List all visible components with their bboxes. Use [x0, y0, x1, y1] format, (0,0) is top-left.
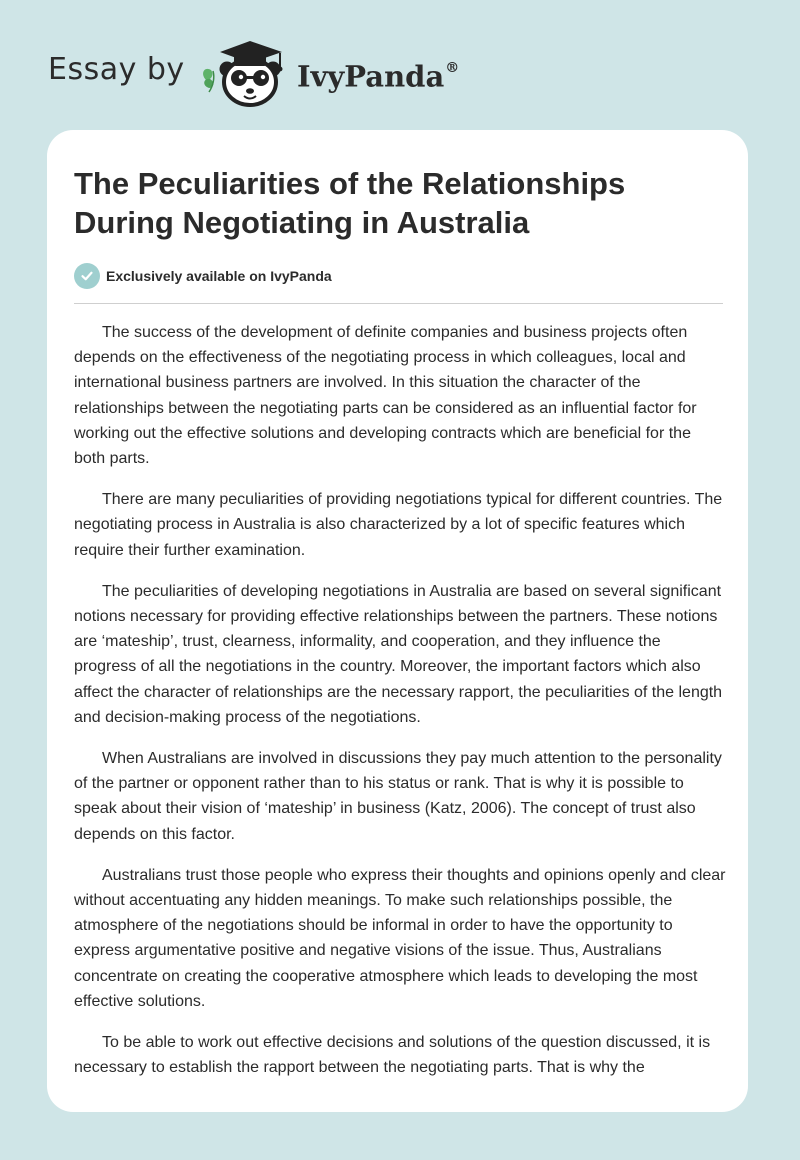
registered-mark: ® [445, 60, 460, 76]
paragraph: The success of the development of definite companies and business projects often depends on the effectiveness of the negotiating process in which colleagues, local and international business partners are involved. In this situation the character of the relationships between the negotiating parts can be considered as an influential factor for working out the effective solutions and developing contracts which are beneficial for the both parts. [74, 324, 697, 468]
check-circle-icon [74, 263, 100, 289]
brand-text: IvyPanda [297, 59, 445, 94]
essay-by-label: Essay by [48, 52, 185, 87]
paragraph: When Australians are involved in discussions they pay much attention to the personality of the partner or opponent rather than to his status or rank. That is why it is possible to speak about their vision of ‘mateship’ in business (Katz, 2006). The concept of trust also depends on this factor. [74, 750, 722, 843]
paragraph: There are many peculiarities of providing negotiations typical for different countries. The negotiating process in Australia is also characterized by a lot of specific features which require their further examination. [74, 491, 723, 559]
essay-title: The Peculiarities of the Relationships During Negotiating in Australia [74, 166, 626, 240]
panda-graduate-logo-icon [200, 36, 294, 108]
essay-card [47, 130, 748, 1112]
brand-name [297, 55, 459, 94]
exclusive-label: Exclusively available on IvyPanda [106, 268, 332, 284]
site-header [0, 0, 800, 120]
paragraph: Australians trust those people who express their thoughts and opinions openly and clear without accentuating any hidden meanings. To make such relationships possible, the atmosphere of the negotiations should be informal in order to have the opportunity to express argumentative positive and negative visions of the issue. Thus, Australians concentrate on creating the cooperative atmosphere which leads to developing the most effective solutions. [74, 866, 726, 1010]
exclusive-badge [74, 263, 332, 289]
paragraph: To be able to work out effective decisions and solutions of the question discussed, it is necessary to establish the rapport between the negotiating parts. That is why the [74, 1034, 711, 1077]
divider [74, 303, 723, 304]
paragraph: The peculiarities of developing negotiations in Australia are based on several significant notions necessary for providing effective relationships between the partners. These notions are ‘mateship’, trust, clearness, informality, and cooperation, and they influence the progress of all the negotiations in the country. Moreover, the important factors which also affect the character of relationships are the necessary rapport, the peculiarities of the length and decision-making process of the negotiations. [74, 582, 723, 726]
essay-body [74, 320, 726, 1096]
